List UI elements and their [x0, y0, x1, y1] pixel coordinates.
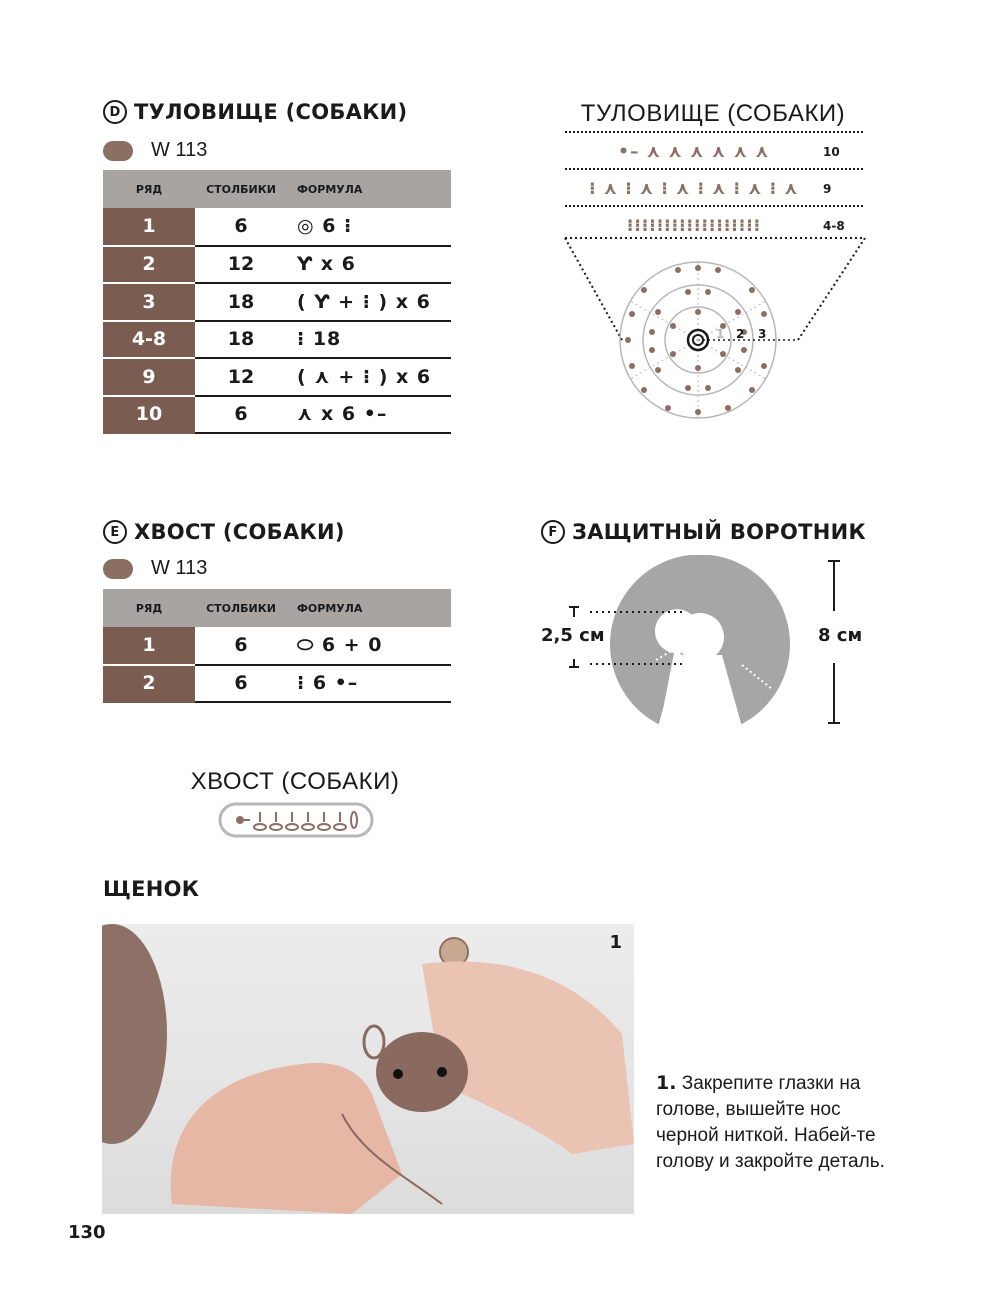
stitch-formula: ◎ 6 ⁝	[287, 208, 451, 246]
row-number: 2	[103, 246, 195, 284]
section-d-title	[103, 100, 407, 124]
stitch-count: 6	[195, 665, 287, 703]
ring-label: 2	[736, 327, 745, 341]
dotted-divider	[565, 168, 863, 170]
yarn-swatch	[103, 141, 133, 161]
section-letter-badge: E	[103, 520, 127, 544]
stitch-formula: ⬭ 6 + 0	[287, 627, 451, 665]
eye-right	[437, 1067, 447, 1077]
photo-step-number: 1	[609, 932, 622, 953]
section-title-text: ХВОСТ (СОБАКИ)	[134, 520, 345, 544]
row-number: 2	[103, 665, 195, 703]
stitch-symbols: ⁝⁝⁝⁝⁝⁝⁝⁝⁝⁝⁝⁝⁝⁝⁝⁝⁝⁝	[626, 216, 762, 236]
stitch-count: 12	[195, 358, 287, 396]
puppy-title: ЩЕНОК	[103, 877, 200, 901]
yarn-code: W 113	[151, 557, 208, 579]
header-formula: ФОРМУЛА	[287, 170, 451, 208]
section-e-title	[103, 520, 345, 544]
body-diagram-title: ТУЛОВИЩЕ (СОБАКИ)	[580, 100, 846, 127]
stitch-count: 6	[195, 627, 287, 665]
tail-diagram	[218, 802, 374, 838]
section-title-text: ТУЛОВИЩЕ (СОБАКИ)	[134, 100, 408, 124]
collar-hole	[676, 613, 724, 661]
yarn-swatch	[103, 559, 133, 579]
stitch-formula: ⋏ x 6 •–	[287, 396, 451, 434]
ring-label: 3	[758, 327, 767, 341]
stitch-formula: Ƴ x 6	[287, 246, 451, 284]
tail-stitch-table	[103, 589, 451, 703]
yarn-info	[103, 557, 207, 580]
outer-diameter-label: 8 см	[818, 625, 863, 646]
table-row	[103, 321, 451, 359]
photo-illustration	[102, 924, 634, 1214]
eye-left	[393, 1069, 403, 1079]
row-number: 1	[103, 627, 195, 665]
section-f-title	[541, 520, 866, 544]
row-number: 4-8	[103, 321, 195, 359]
page-number: 130	[68, 1222, 106, 1243]
step-instruction	[656, 1070, 906, 1175]
funnel-left-line	[565, 238, 622, 340]
stitch-count: 12	[195, 246, 287, 284]
diagram-row-label: 4-8	[823, 219, 845, 233]
row-number: 10	[103, 396, 195, 434]
diagram-row	[565, 139, 863, 165]
slip-stitch-icon	[236, 816, 244, 824]
dotted-divider	[565, 131, 863, 133]
section-letter-badge: F	[541, 520, 565, 544]
inner-diameter-label: 2,5 см	[541, 625, 605, 646]
body-stitch-table	[103, 170, 451, 434]
stitch-marks	[254, 812, 357, 830]
left-hand	[171, 1063, 402, 1214]
stitch-count: 6	[195, 208, 287, 246]
ring-label: 1	[716, 327, 725, 341]
stitch-formula: ( Ƴ + ⁝ ) x 6	[287, 283, 451, 321]
table-row	[103, 208, 451, 246]
header-formula: ФОРМУЛА	[287, 589, 451, 627]
table-row	[103, 665, 451, 703]
table-row	[103, 246, 451, 284]
table-row	[103, 358, 451, 396]
stitch-formula: ( ⋏ + ⁝ ) x 6	[287, 358, 451, 396]
header-stitches: СТОЛБИКИ	[195, 170, 287, 208]
round-diagram	[560, 232, 870, 442]
yarn-ball	[102, 924, 167, 1144]
header-row: РЯД	[103, 589, 195, 627]
diagram-row-label: 10	[823, 145, 840, 159]
stitch-count: 18	[195, 321, 287, 359]
row-number: 3	[103, 283, 195, 321]
section-title-text: ЗАЩИТНЫЙ ВОРОТНИК	[572, 520, 866, 544]
dotted-divider	[565, 205, 863, 207]
header-stitches: СТОЛБИКИ	[195, 589, 287, 627]
diagram-row-label: 9	[823, 182, 832, 196]
step-photo	[102, 924, 634, 1214]
stitch-symbols: •– ⋏ ⋏ ⋏ ⋏ ⋏ ⋏	[618, 142, 770, 162]
stitch-symbols: ⁝ ⋏ ⁝ ⋏ ⁝ ⋏ ⁝ ⋏ ⁝ ⋏ ⁝ ⋏	[589, 179, 799, 199]
row-number: 9	[103, 358, 195, 396]
stitch-formula: ⁝ 18	[287, 321, 451, 359]
table-header-row	[103, 170, 451, 208]
stitch-formula: ⁝ 6 •–	[287, 665, 451, 703]
section-letter-badge: D	[103, 100, 127, 124]
body-diagram-rows	[565, 131, 863, 239]
row-number: 1	[103, 208, 195, 246]
header-row: РЯД	[103, 170, 195, 208]
table-row	[103, 627, 451, 665]
table-header-row	[103, 589, 451, 627]
table-row	[103, 396, 451, 434]
step-text: Закрепите глазки на голове, вышейте нос черной ниткой. Набей-те голову и закройте деталь.	[656, 1073, 885, 1172]
stitch-marks	[625, 265, 767, 415]
yarn-code: W 113	[151, 139, 208, 161]
stitch-count: 6	[195, 396, 287, 434]
tail-diagram-title: ХВОСТ (СОБАКИ)	[190, 768, 400, 795]
step-number: 1.	[656, 1072, 677, 1094]
diagram-row	[565, 176, 863, 202]
table-row	[103, 283, 451, 321]
crochet-head	[376, 1032, 468, 1112]
funnel-right-line	[798, 238, 865, 340]
stitch-count: 18	[195, 283, 287, 321]
yarn-info	[103, 139, 207, 162]
